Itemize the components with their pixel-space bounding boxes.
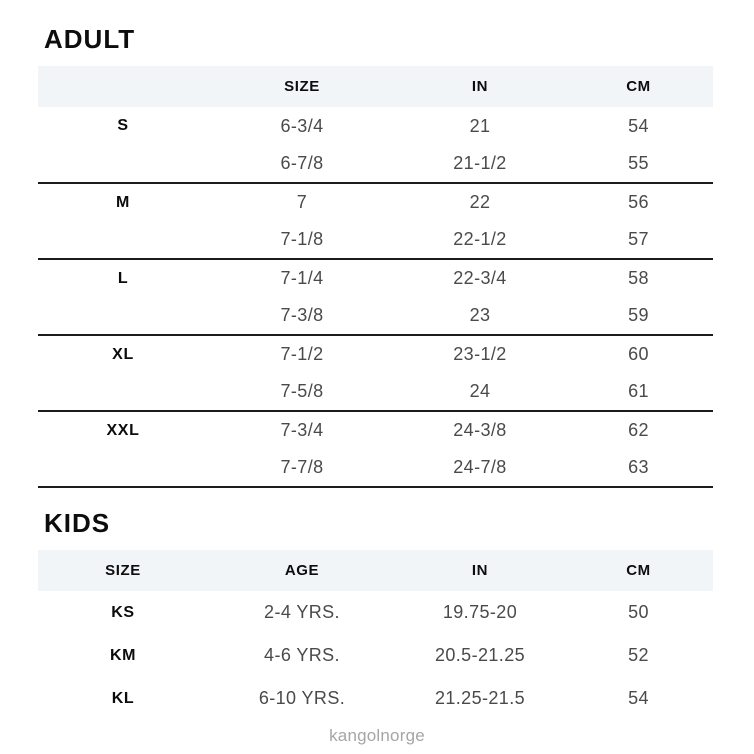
column-header: SIZE — [284, 78, 320, 95]
table-cell: 21 — [469, 115, 491, 136]
table-cell: 23 — [469, 305, 491, 325]
size-label-cell: XXL — [106, 421, 140, 439]
kids-table-body — [38, 591, 713, 720]
table-cell: 57 — [628, 229, 649, 249]
table-cell: 55 — [628, 153, 649, 173]
table-row — [38, 297, 713, 335]
table-row — [38, 259, 713, 297]
table-cell: 7 — [296, 192, 308, 212]
adult-section-title: ADULT — [44, 24, 136, 54]
table-row — [38, 221, 713, 259]
size-label-cell — [38, 297, 208, 335]
adult-table-header — [38, 66, 713, 107]
table-row — [38, 183, 713, 221]
table-cell: 21.25-21.5 — [434, 688, 526, 708]
table-cell: 60 — [628, 344, 649, 364]
table-cell: 7-3/8 — [280, 305, 324, 325]
table-cell: 4-6 YRS. — [264, 645, 340, 665]
table-cell: 7-1/4 — [280, 268, 324, 288]
size-label-cell: S — [117, 117, 129, 134]
table-row — [38, 634, 713, 677]
size-label-cell — [38, 449, 208, 487]
table-cell: 19.75-20 — [442, 602, 518, 622]
watermark-text: kangolnorge — [329, 726, 425, 745]
table-cell: 24-7/8 — [453, 457, 507, 477]
table-row — [38, 591, 713, 634]
table-cell: 21-1/2 — [453, 153, 507, 173]
table-cell: 6-10 YRS. — [258, 688, 346, 708]
table-cell: 7-7/8 — [280, 457, 324, 477]
size-label-cell — [38, 373, 208, 411]
table-cell: 22-1/2 — [453, 229, 507, 249]
table-cell: 22 — [469, 192, 491, 212]
size-label-cell: XL — [112, 345, 134, 363]
table-row — [38, 335, 713, 373]
table-cell: 58 — [628, 268, 649, 288]
table-row — [38, 145, 713, 183]
column-header: CM — [626, 562, 651, 579]
table-row — [38, 449, 713, 487]
table-cell: 24 — [469, 381, 491, 401]
size-label-cell: M — [116, 193, 130, 211]
table-cell: 54 — [628, 688, 649, 708]
kids-size-table — [38, 550, 713, 720]
table-cell: 7-3/4 — [280, 420, 324, 440]
table-cell: 61 — [628, 381, 649, 401]
column-header — [38, 66, 208, 107]
size-label-cell: KS — [111, 603, 135, 621]
column-header: IN — [471, 562, 489, 579]
adult-size-group — [38, 107, 713, 183]
adult-size-group — [38, 335, 713, 411]
size-label-cell: KM — [109, 646, 137, 664]
adult-header-row — [38, 66, 713, 107]
adult-size-group — [38, 411, 713, 487]
table-row — [38, 107, 713, 145]
table-row — [38, 411, 713, 449]
table-cell: 23-1/2 — [453, 344, 507, 364]
size-label-cell — [38, 145, 208, 183]
adult-size-table — [38, 66, 713, 488]
adult-size-group — [38, 259, 713, 335]
column-header: CM — [626, 78, 651, 95]
kids-section-title: KIDS — [44, 508, 111, 538]
size-label-cell: L — [117, 269, 129, 287]
table-cell: 7-1/2 — [280, 344, 324, 364]
size-label-cell — [38, 221, 208, 259]
adult-size-group — [38, 183, 713, 259]
table-cell: 20.5-21.25 — [434, 645, 526, 665]
table-cell: 6-3/4 — [280, 115, 324, 136]
table-cell: 24-3/8 — [453, 420, 507, 440]
table-cell: 52 — [628, 645, 649, 665]
table-cell: 59 — [628, 305, 649, 325]
table-row — [38, 677, 713, 720]
kids-table-header — [38, 550, 713, 591]
column-header: IN — [471, 78, 489, 95]
kids-header-row — [38, 550, 713, 591]
table-cell: 7-5/8 — [280, 381, 324, 401]
column-header: SIZE — [105, 562, 141, 579]
table-cell: 22-3/4 — [453, 268, 507, 288]
table-cell: 62 — [628, 420, 649, 440]
column-header: AGE — [284, 562, 320, 579]
table-cell: 2-4 YRS. — [264, 602, 340, 622]
table-cell: 50 — [628, 602, 649, 622]
table-cell: 56 — [628, 192, 649, 212]
table-cell: 54 — [628, 115, 649, 136]
table-cell: 7-1/8 — [280, 229, 324, 249]
table-cell: 63 — [628, 457, 649, 477]
table-row — [38, 373, 713, 411]
size-label-cell: KL — [111, 689, 135, 707]
table-cell: 6-7/8 — [280, 153, 324, 173]
